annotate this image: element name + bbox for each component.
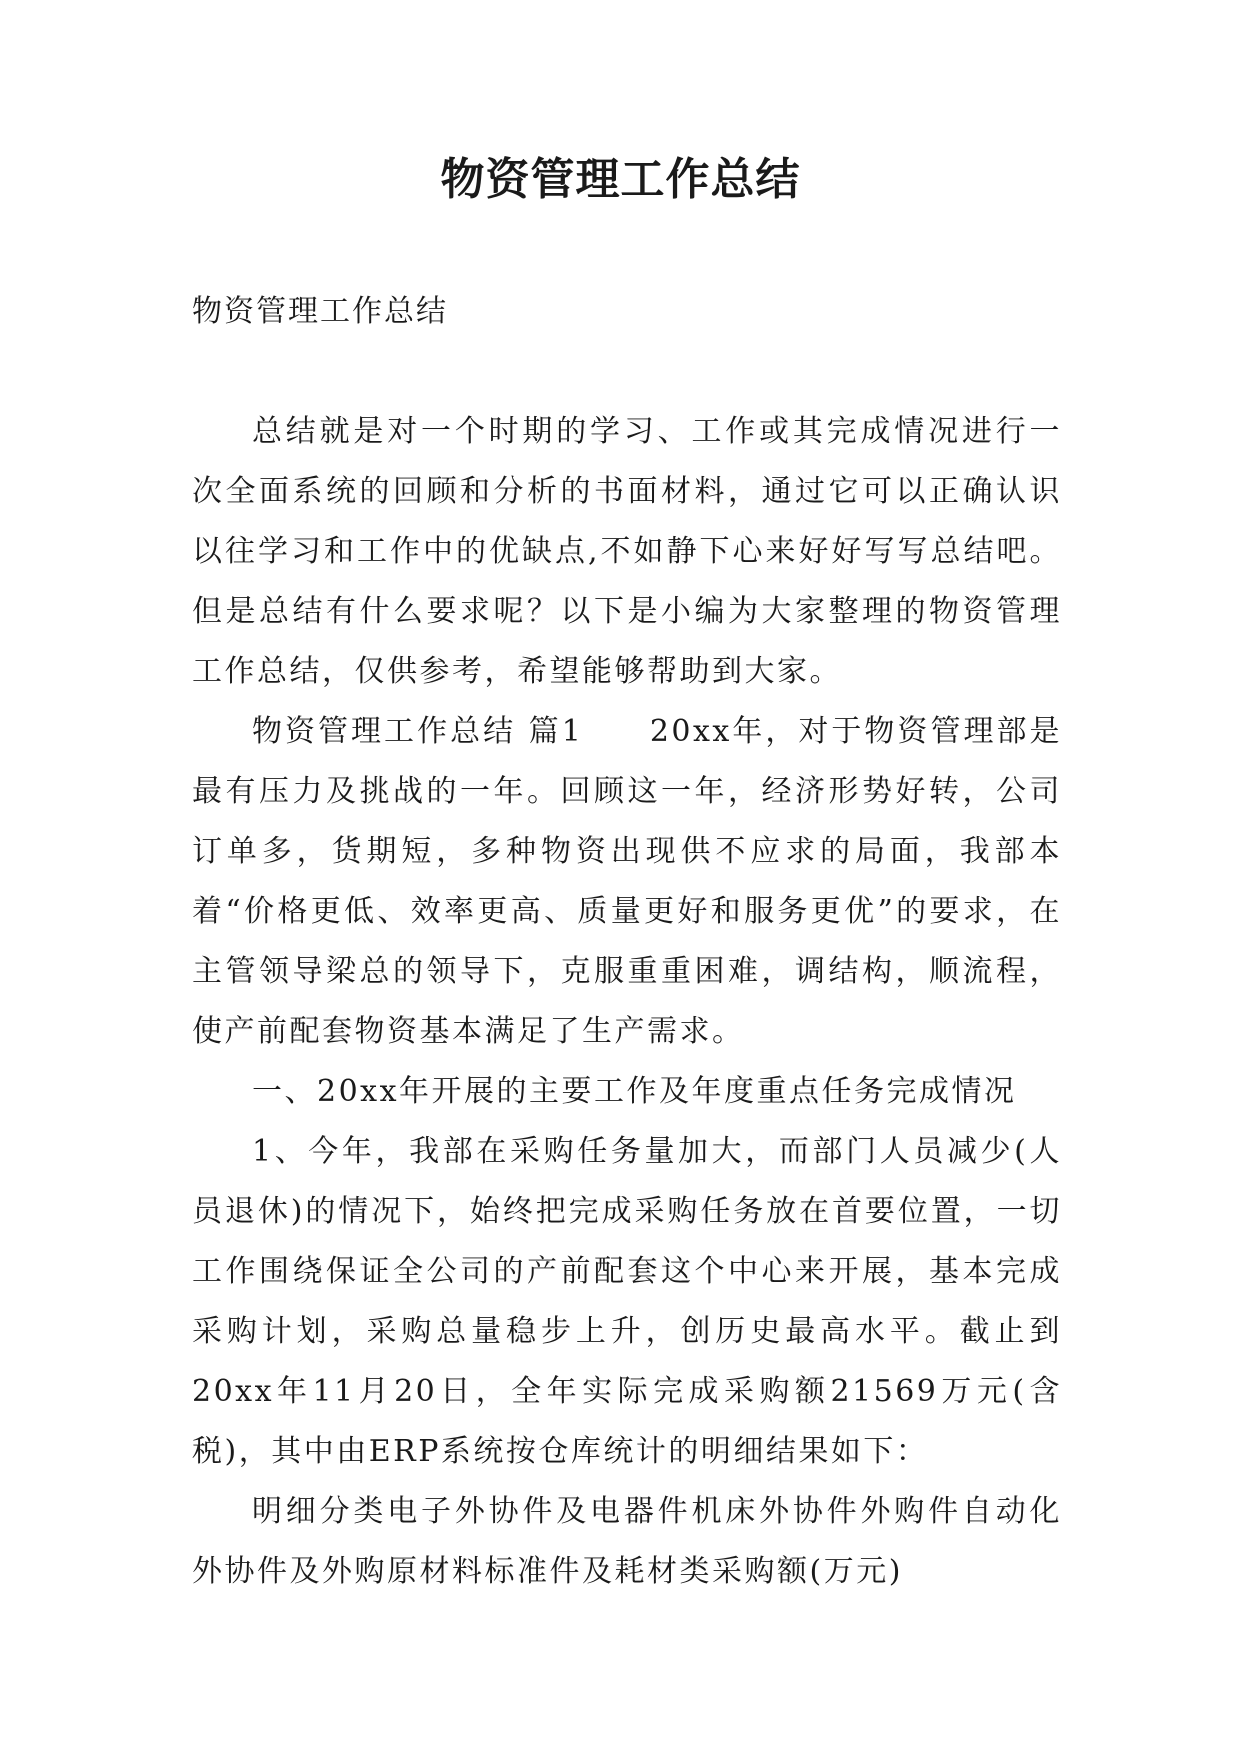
- document-subtitle: 物资管理工作总结: [192, 294, 448, 329]
- section-heading: 一、20xx年开展的主要工作及年度重点任务完成情况: [252, 1074, 1017, 1109]
- paragraph-part-1: 物资管理工作总结 篇1 20xx年，对于物资管理部是最有压力及挑战的一年。回顾这一年，经济形势好转，公司订单多，货期短，多种物资出现供不应求的局面，我部本着“价格更低、效率更高、质量更好和服务更优”的要求，在主管领导梁总的领导下，克服重重困难，调结构，顺流程，使产前配套物资基本满足了生产需求。: [192, 714, 1062, 1049]
- document-body: [192, 402, 1062, 1602]
- document-title: 物资管理工作总结: [440, 154, 801, 205]
- paragraph-table-header: 明细分类电子外协件及电器件机床外协件外购件自动化外协件及外购原材料标准件及耗材类采购额(万元): [192, 1494, 1062, 1589]
- paragraph-intro: 总结就是对一个时期的学习、工作或其完成情况进行一次全面系统的回顾和分析的书面材料，通过它可以正确认识以往学习和工作中的优缺点,不如静下心来好好写写总结吧。但是总结有什么要求呢？以下是小编为大家整理的物资管理工作总结，仅供参考，希望能够帮助到大家。: [192, 414, 1062, 689]
- paragraph-item-1: 1、今年，我部在采购任务量加大，而部门人员减少(人员退休)的情况下，始终把完成采购任务放在首要位置，一切工作围绕保证全公司的产前配套这个中心来开展，基本完成采购计划，采购总量稳步上升，创历史最高水平。截止到20xx年11月20日，全年实际完成采购额21569万元(含税)，其中由ERP系统按仓库统计的明细结果如下：: [192, 1134, 1062, 1469]
